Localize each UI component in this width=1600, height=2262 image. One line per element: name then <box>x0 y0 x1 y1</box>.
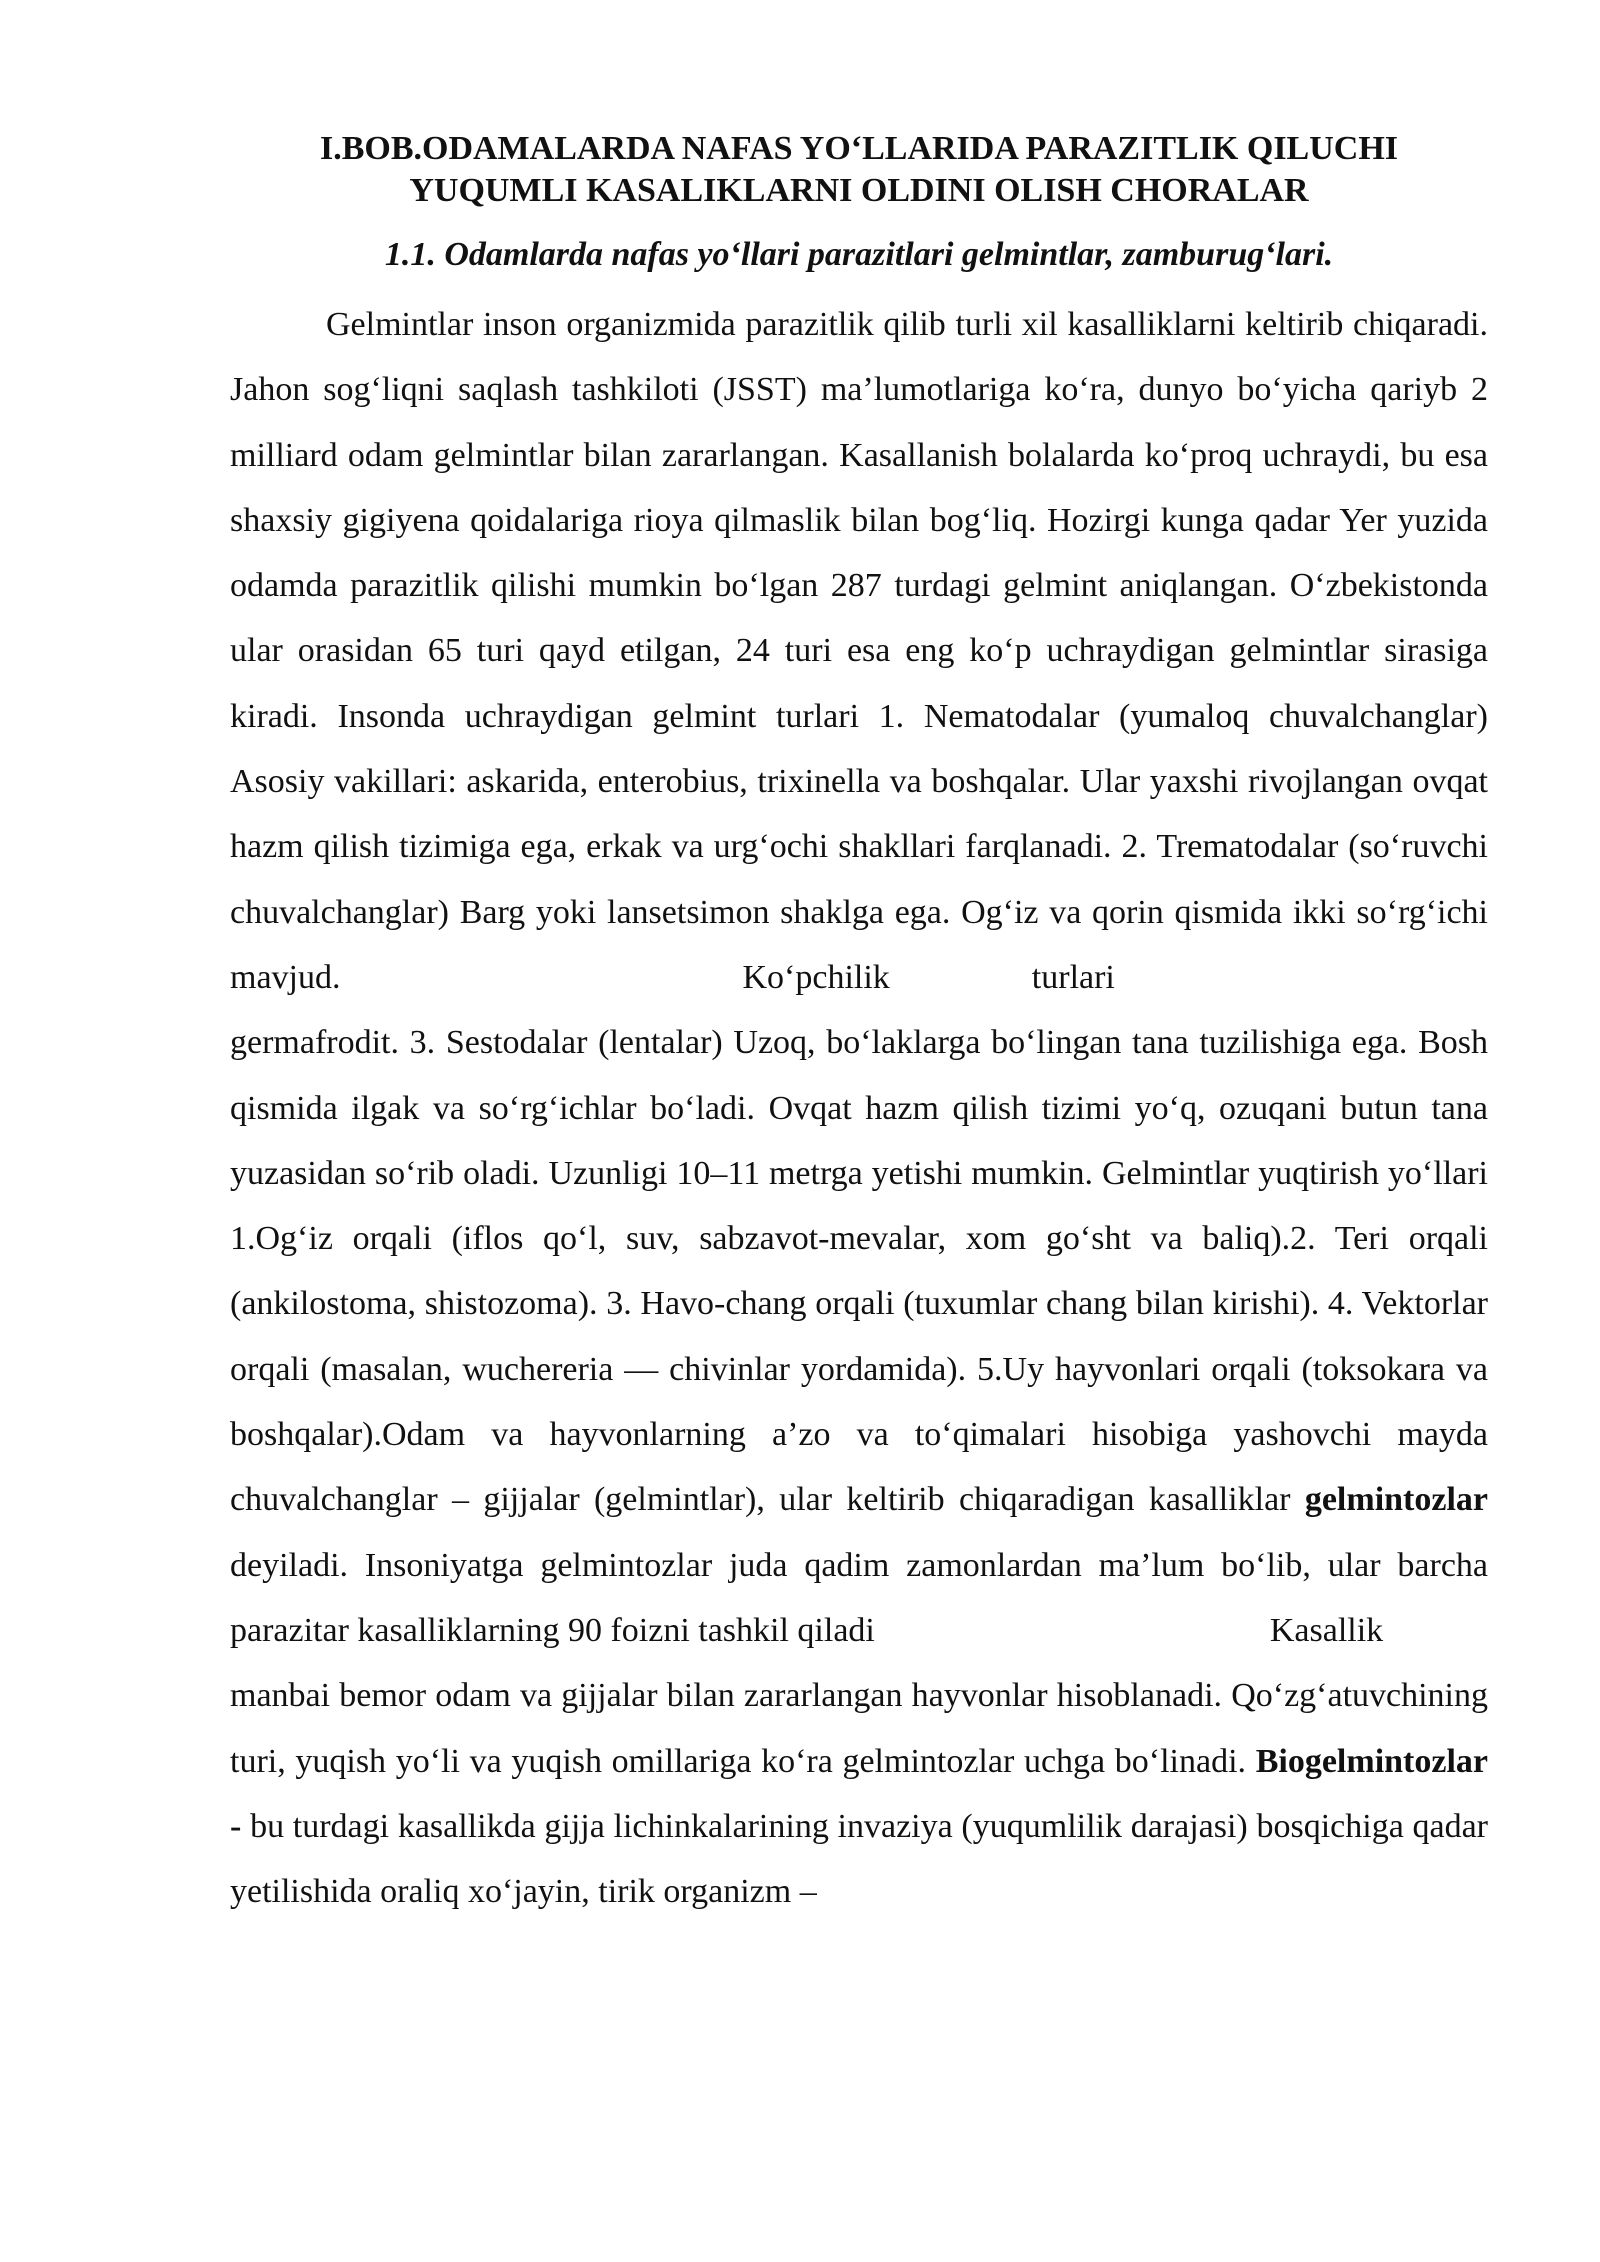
section-title: 1.1. Odamlarda nafas yo‘llari parazitlari gelmintlar, zamburug‘lari. <box>384 236 1334 273</box>
bold-term-biogelmintozlar: Biogelmintozlar - <box>230 1742 1489 1845</box>
paragraph-text-1: Gelmintlar inson organizmida parazitlik qilib turli xil kasalliklarni keltirib chiqaradi. Jahon sog‘liqni saqlash tashkiloti (JSST) ma’lumotlariga ko‘ra, dunyo bo‘yicha qariyb 2 milliard odam gelmintlar bilan zararlangan. Kasallanish bolalarda ko‘proq uchraydi, bu esa shaxsiy gigiyena qoidalariga rioya qilmaslik bilan bog‘liq. Hozirgi kunga qadar Yer yuzida odamda parazitlik qilishi mumkin bo‘lgan 287 turdagi gelmint aniqlangan. O‘zbekistonda ular orasidan 65 turi qayd etilgan, 24 turi esa eng ko‘p uchraydigan gelmintlar sirasiga kiradi. Insonda uchraydigan gelmint turlari 1. Nematodalar (yumaloq chuvalchanglar) Asosiy vakillari: askarida, enterobius, trixinella va boshqalar. Ular yaxshi rivojlangan ovqat hazm qilish tizimiga ega, erkak va urg‘ochi shakllari farqlanadi. 2. Trematodalar (so‘ruvchi chuvalchanglar) Barg yoki lansetsimon shaklga ega. Og‘iz va qorin qismida ikki so‘rg‘ichi mavjud. <box>230 306 1488 996</box>
chapter-title-line1: I.BOB.ODAMALARDA NAFAS YO‘LLARIDA PARAZITLIK QILUCHI <box>319 130 1399 167</box>
paragraph-text-2b: deyiladi. Insoniyatga gelmintozlar juda qadim zamonlardan ma’lum bo‘lib, ular barcha parazitar kasalliklarning 90 foizni tashkil qiladi <box>230 1546 1488 1649</box>
paragraph-text-1-tail-b: turlari <box>1031 958 1115 996</box>
body-paragraph <box>230 1663 1488 1924</box>
paragraph-text-3: manbai bemor odam va gijjalar bilan zararlangan hayvonlar hisoblanadi. Qo‘zg‘atuvchining turi, yuqish yo‘li va yuqish omillariga ko‘ra gelmintozlar uchga bo‘linadi. <box>230 1677 1488 1780</box>
body-paragraph <box>230 292 1488 1010</box>
paragraph-text-1-tail-a: Ko‘pchilik <box>742 958 890 996</box>
bold-term-gelmintozlar: gelmintozlar <box>1304 1481 1488 1519</box>
paragraph-text-2: germafrodit. 3. Sestodalar (lentalar) Uzoq, bo‘laklarga bo‘lingan tana tuzilishiga ega. Bosh qismida ilgak va so‘rg‘ichlar bo‘ladi. Ovqat hazm qilish tizimi yo‘q, ozuqani butun tana yuzasidan so‘rib oladi. Uzunligi 10–11 metrga yetishi mumkin. Gelmintlar yuqtirish yo‘llari 1.Og‘iz orqali (iflos qo‘l, suv, sabzavot-mevalar, xom go‘sht va baliq).2. Teri orqali (ankilostoma, shistozoma). 3. Havo-chang orqali (tuxumlar chang bilan kirishi). 4. Vektorlar orqali (masalan, wuchereria — chivinlar yordamida). 5.Uy hayvonlari orqali (toksokara va boshqalar).Odam va hayvonlarning a’zo va to‘qimalari hisobiga yashovchi mayda chuvalchanglar – gijjalar (gelmintlar), ular keltirib chiqaradigan kasalliklar <box>230 1024 1488 1519</box>
paragraph-text-2-tail: Kasallik <box>1269 1611 1384 1649</box>
chapter-title-line2: YUQUMLI KASALIKLARNI OLDINI OLISH CHORALAR <box>409 172 1309 209</box>
body-paragraph <box>230 1010 1488 1663</box>
paragraph-text-3b: bu turdagi kasallikda gijja lichinkalarining invaziya (yuqumlilik darajasi) bosqichiga qadar yetilishida oraliq xo‘jayin, tirik organizm – <box>230 1807 1489 1911</box>
chapter-title <box>230 128 1488 212</box>
